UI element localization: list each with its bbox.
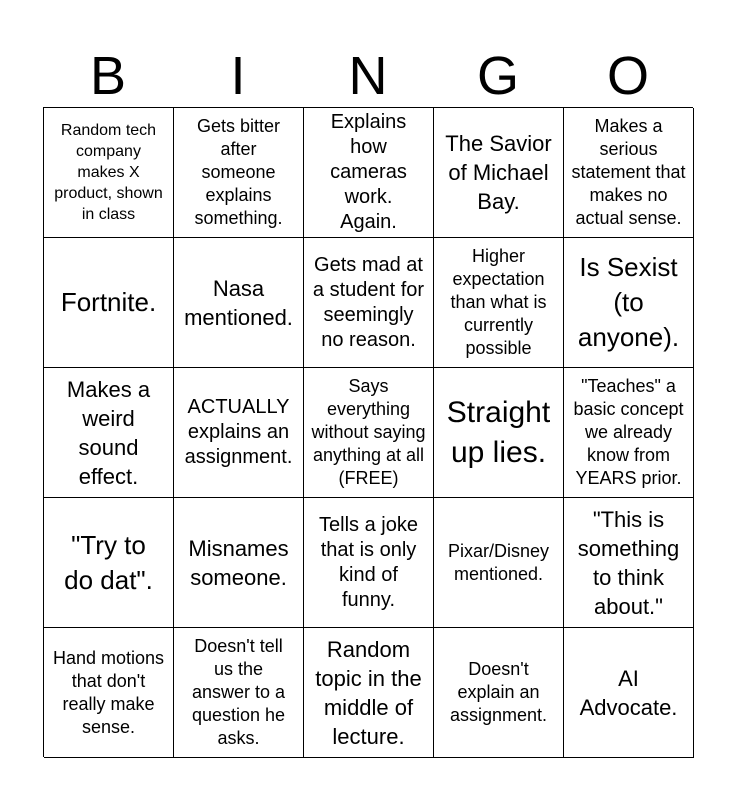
- cell-text: Higher expectation than what is currently possible: [450, 246, 547, 358]
- bingo-cell-r3c1[interactable]: [44, 368, 174, 498]
- bingo-cell-r2c5[interactable]: [564, 238, 694, 368]
- cell-text: AI Advocate.: [579, 665, 678, 720]
- bingo-cell-r2c3[interactable]: [304, 238, 434, 368]
- cell-text: Doesn't explain an assignment.: [449, 659, 548, 725]
- cell-text: "Try to do dat".: [64, 529, 153, 595]
- cell-text: "This is something to think about.": [577, 506, 680, 619]
- header-letter-o: O: [606, 46, 649, 106]
- cell-text: Random topic in the middle of lecture.: [315, 636, 422, 749]
- cell-text: Doesn't tell us the answer to a question he asks.: [191, 636, 286, 748]
- cell-text: Says everything without saying anything at all (FREE): [311, 376, 426, 488]
- bingo-cell-r3c5[interactable]: [564, 368, 694, 498]
- bingo-cell-r2c2[interactable]: [174, 238, 304, 368]
- header-letter-g: G: [476, 46, 519, 106]
- cell-text: The Savior of Michael Bay.: [445, 131, 552, 214]
- cell-text: Explains how cameras work. Again.: [330, 111, 407, 233]
- cell-text: Tells a joke that is only kind of funny.: [319, 513, 418, 611]
- bingo-cell-r4c5[interactable]: [564, 498, 694, 628]
- cell-text: Makes a serious statement that makes no actual sense.: [571, 116, 686, 228]
- cell-text: Hand motions that don't really make sense.: [52, 647, 165, 737]
- bingo-cell-r5c3[interactable]: [304, 628, 434, 758]
- bingo-board: [43, 107, 693, 757]
- bingo-header: [43, 44, 693, 108]
- bingo-cell-r1c4[interactable]: [434, 108, 564, 238]
- bingo-cell-r3c2[interactable]: [174, 368, 304, 498]
- cell-text: Gets mad at a student for seemingly no reason.: [312, 253, 425, 351]
- cell-text: "Teaches" a basic concept we already know from YEARS prior.: [573, 376, 684, 488]
- bingo-cell-r3c4[interactable]: [434, 368, 564, 498]
- bingo-cell-r1c1[interactable]: [44, 108, 174, 238]
- cell-text: Misnames someone.: [188, 535, 289, 590]
- bingo-cell-r2c4[interactable]: [434, 238, 564, 368]
- bingo-cell-r3c3[interactable]: [304, 368, 434, 498]
- bingo-cell-r4c2[interactable]: [174, 498, 304, 628]
- header-letter-n: N: [348, 46, 388, 106]
- bingo-cell-r4c4[interactable]: [434, 498, 564, 628]
- cell-text: Gets bitter after someone explains something.: [194, 116, 283, 228]
- bingo-cell-r5c5[interactable]: [564, 628, 694, 758]
- cell-text: Pixar/Disney mentioned.: [447, 540, 550, 584]
- cell-text: ACTUALLY explains an assignment.: [184, 396, 293, 468]
- bingo-cell-r1c5[interactable]: [564, 108, 694, 238]
- header-letter-b: B: [89, 46, 127, 106]
- cell-text: Straight up lies.: [446, 395, 551, 469]
- bingo-cell-r1c3[interactable]: [304, 108, 434, 238]
- bingo-cell-r2c1[interactable]: [44, 238, 174, 368]
- cell-text: Fortnite.: [60, 287, 157, 317]
- bingo-cell-r4c3[interactable]: [304, 498, 434, 628]
- bingo-cell-r5c1[interactable]: [44, 628, 174, 758]
- bingo-cell-r5c4[interactable]: [434, 628, 564, 758]
- bingo-cell-r5c2[interactable]: [174, 628, 304, 758]
- cell-text: Random tech company makes X product, shown in class: [54, 122, 163, 223]
- bingo-cell-r1c2[interactable]: [174, 108, 304, 238]
- cell-text: Is Sexist (to anyone).: [577, 252, 680, 352]
- cell-text: Makes a weird sound effect.: [66, 376, 151, 489]
- cell-text: Nasa mentioned.: [184, 275, 293, 330]
- bingo-cell-r4c1[interactable]: [44, 498, 174, 628]
- header-letter-i: I: [230, 46, 246, 106]
